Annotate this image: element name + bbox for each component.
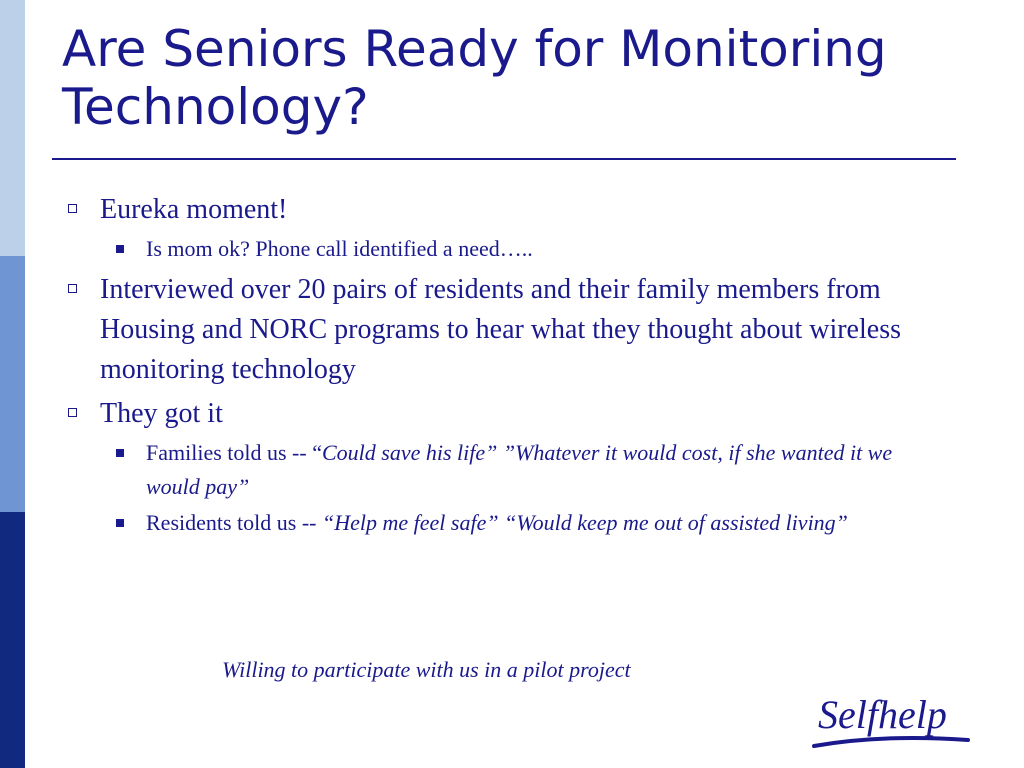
sub-bullet-mom-ok <box>64 232 944 266</box>
sub-bullet-text: Residents told us -- <box>146 510 322 535</box>
slide-title: Are Seniors Ready for Monitoring Technology? <box>62 20 887 136</box>
sub-bullet-text: Families told us -- “ <box>146 440 322 465</box>
hollow-square-bullet-icon <box>68 284 77 293</box>
hollow-square-bullet-icon <box>68 408 77 417</box>
selfhelp-logo <box>812 684 972 754</box>
bullet-interviewed <box>64 270 944 390</box>
sub-bullet-residents <box>64 506 944 540</box>
bullet-eureka <box>64 190 944 230</box>
sub-bullet-families <box>64 436 944 504</box>
title-divider <box>52 158 956 160</box>
logo-swoosh <box>814 738 968 746</box>
bullet-text: Interviewed over 20 pairs of residents and their family members from Housing and NORC programs to hear what they thought about wireless monitoring technology <box>100 274 901 385</box>
sidebar-stripe-light <box>0 0 25 256</box>
filled-square-bullet-icon <box>116 449 124 457</box>
sub-bullet-quote: “Help me feel safe” “Would keep me out of assisted living” <box>322 510 848 535</box>
sub-bullet-text: Is mom ok? Phone call identified a need….. <box>146 236 533 261</box>
pilot-note: Willing to participate with us in a pilot project <box>222 657 631 682</box>
hollow-square-bullet-icon <box>68 204 77 213</box>
bullet-text: Eureka moment! <box>100 194 288 225</box>
bullet-text: They got it <box>100 398 223 429</box>
bullet-they-got-it <box>64 394 944 434</box>
sidebar-stripe-mid <box>0 256 25 512</box>
logo-wordmark: Selfhelp <box>818 692 947 737</box>
slide-body <box>64 186 944 540</box>
filled-square-bullet-icon <box>116 519 124 527</box>
sidebar-stripe-dark <box>0 512 25 768</box>
filled-square-bullet-icon <box>116 245 124 253</box>
sub-bullet-quote: Could save his life” ”Whatever it would cost, if she wanted it we would pay” <box>146 440 893 499</box>
